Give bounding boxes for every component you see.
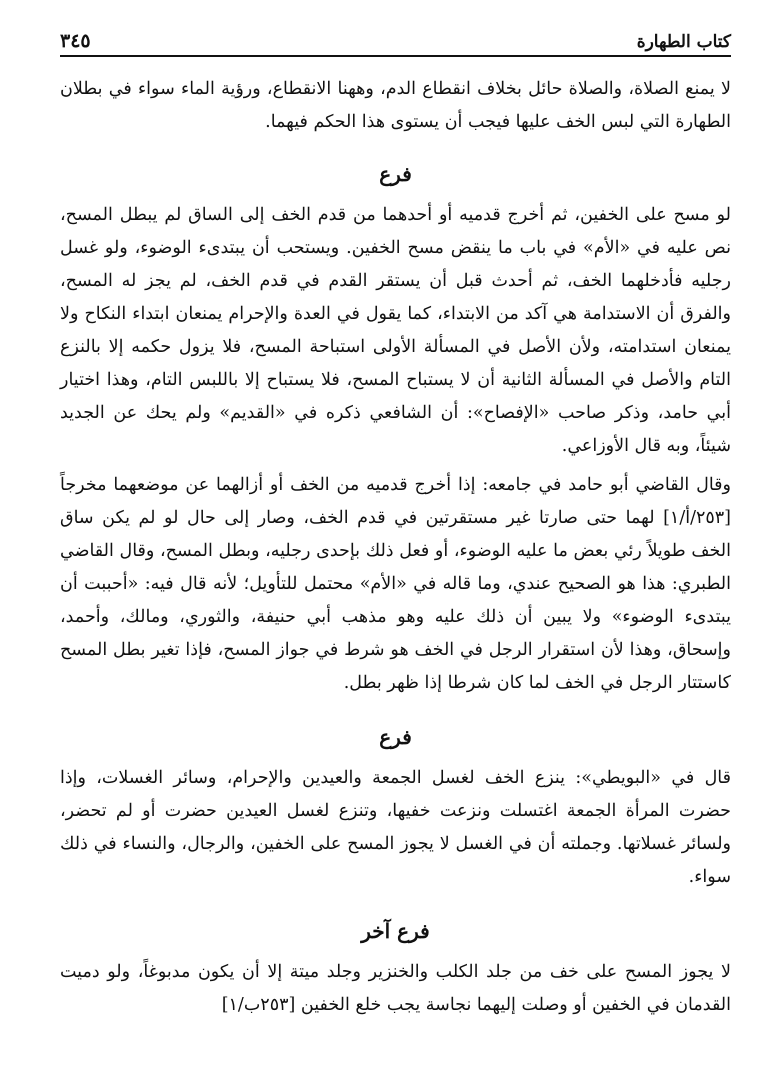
intro-paragraph: لا يمنع الصلاة، والصلاة حائل بخلاف انقطاع الدم، وههنا الانقطاع، ورؤية الماء سواء في بطلان الطهارة التي لبس الخف عليها فيجب أن يستوى هذا الحكم فيهما. [60, 79, 731, 132]
section1-paragraph-2: وقال القاضي أبو حامد في جامعه: إذا أخرج قدميه من الخف أو أزالهما عن موضعهما مخرجاً [٢٥٣/أ/١] لهما حتى صارتا غير مستقرتين في قدم الخف، وصار إلى حال لو لم يكن ساق الخف طويلاً رئي بعض ما عليه الوضوء، أو فعل ذلك بإحدى رجليه، وبطل المسح، وقال القاضي الطبري: هذا هو الصحيح عندي، وما قاله في «الأم» محتمل للتأويل؛ لأنه قال فيه: «أحببت أن يبتدىء الوضوء» ولا يبين أن ذلك عليه وهو مذهب أبي حنيفة، والثوري، ومالك، وأحمد، وإسحاق، وهذا لأن استقرار الرجل في الخف هو شرط في جواز المسح، فإذا تغير بطل المسح كاستتار الرجل في الخف لما كان شرطا إذا ظهر بطل. [60, 475, 731, 693]
section-heading-3: فرع آخر [361, 919, 430, 943]
section2-paragraph-1: قال في «البويطي»: ينزع الخف لغسل الجمعة والعيدين والإحرام، وسائر الغسلات، وإذا حضرت المرأة الجمعة اغتسلت ونزعت خفيها، وتنزع لغسل العيدين حضرت أو لم تحضر، ولسائر غسلاتها. وجملته أن في الغسل لا يجوز المسح على الخفين، والرجال، والنساء في ذلك سواء. [60, 768, 731, 887]
page-number: ٣٤٥ [60, 30, 91, 52]
section-heading-2: فرع [379, 725, 412, 749]
section-heading-1: فرع [379, 162, 412, 186]
page-header [60, 30, 731, 57]
section1-paragraph-1: لو مسح على الخفين، ثم أخرج قدميه أو أحدهما من قدم الخف إلى الساق لم يبطل المسح، نص عليه في «الأم» في باب ما ينقض مسح الخفين. ويستحب أن يبتدىء الوضوء، ولو غسل رجليه فأدخلهما الخف، ثم أحدث قبل أن يستقر القدم في قدم الخف، لم يجز له المسح، والفرق أن الاستدامة هي آكد من الابتداء، كما يقول في العدة والإحرام يمنعان ابتداء النكاح ولا يمنعان استدامته، ولأن الأصل في المسألة الأولى استباحة المسح، فلا يزول حكمه إلا بالنزع التام والأصل في المسألة الثانية أن لا يستباح المسح، فلا يستباح إلا باللبس التام، وهذا اختيار أبي حامد، وذكر صاحب «الإفصاح»: أن الشافعي ذكره في «القديم» ولم يحك عن الجديد شيئاً، وبه قال الأوزاعي. [60, 205, 731, 456]
document-page [60, 30, 731, 1022]
book-title: كتاب الطهارة [636, 32, 731, 52]
section3-paragraph-1: لا يجوز المسح على خف من جلد الكلب والخنزير وجلد ميتة إلا أن يكون مدبوغاً، ولو دميت القدمان في الخفين أو وصلت إليهما نجاسة يجب خلع الخفين [٢٥٣ب/١] [60, 962, 731, 1015]
